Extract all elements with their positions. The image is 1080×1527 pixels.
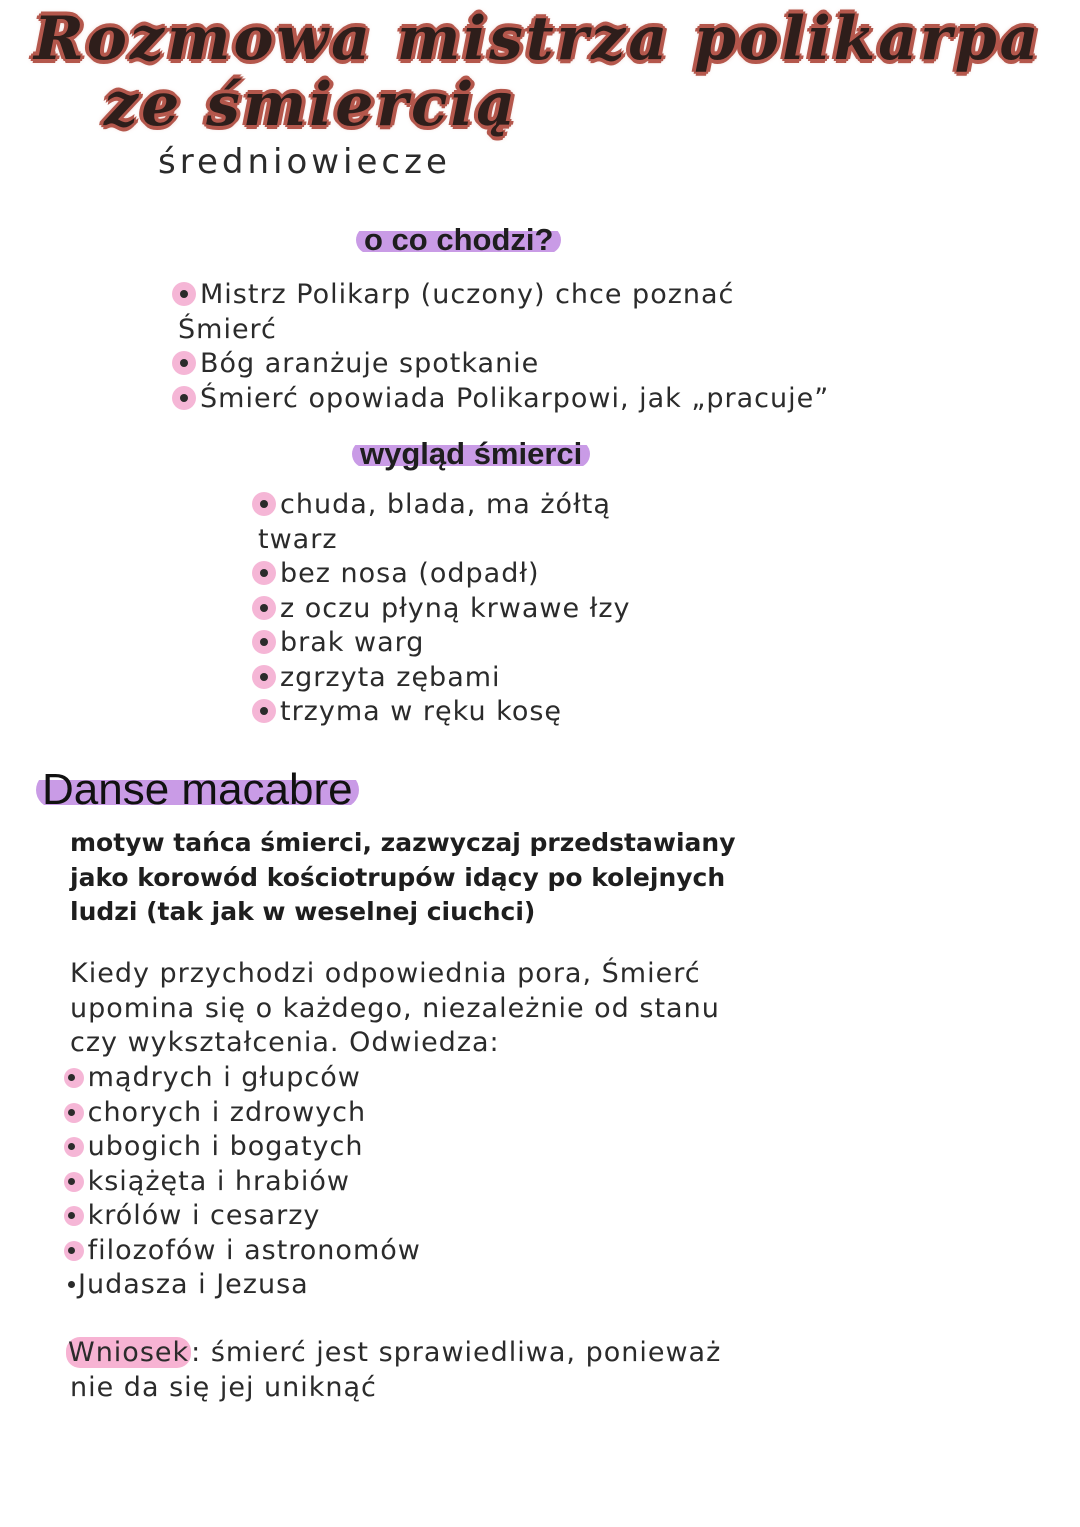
list-item-text: Śmierć bbox=[178, 313, 277, 345]
conclusion-line bbox=[66, 1336, 721, 1371]
bullet-icon bbox=[172, 282, 196, 306]
list-item bbox=[172, 278, 829, 313]
bullet-icon bbox=[252, 699, 276, 723]
bullet-icon bbox=[172, 351, 196, 375]
list-item bbox=[64, 1096, 421, 1131]
list-item-text: chuda, blada, ma żółtą bbox=[280, 489, 611, 520]
list-item bbox=[252, 488, 630, 523]
definition-block bbox=[70, 826, 736, 930]
list-item bbox=[64, 1234, 421, 1269]
list-item bbox=[172, 382, 829, 417]
bullet-icon bbox=[64, 1103, 84, 1123]
list-item-text: chorych i zdrowych bbox=[87, 1096, 367, 1128]
list-item-text: zgrzyta zębami bbox=[280, 661, 501, 693]
bullet-icon bbox=[64, 1172, 84, 1192]
conclusion-text: : śmierć jest sprawiedliwa, ponieważ bbox=[191, 1337, 722, 1368]
definition-line: jako korowód kościotrupów idący po kolejnych bbox=[70, 862, 726, 892]
bullet-icon bbox=[252, 561, 276, 585]
list-item-text: trzyma w ręku kosę bbox=[280, 696, 563, 727]
list-item bbox=[172, 347, 829, 382]
list-item-text: z oczu płyną krwawe łzy bbox=[280, 592, 631, 624]
list-item-text: królów i cesarzy bbox=[87, 1200, 321, 1231]
section-heading-o-co-chodzi: o co chodzi? bbox=[356, 226, 561, 254]
bullet-icon bbox=[68, 1281, 75, 1288]
paragraph-block bbox=[70, 957, 720, 1061]
list-item bbox=[64, 1268, 421, 1303]
bullet-icon bbox=[64, 1241, 84, 1261]
conclusion-text: nie da się jej uniknąć bbox=[70, 1371, 377, 1403]
list-item-text: bez nosa (odpadł) bbox=[280, 558, 540, 589]
list-item-text: Bóg aranżuje spotkanie bbox=[200, 348, 540, 379]
list-item bbox=[64, 1130, 421, 1165]
list-item-text: brak warg bbox=[280, 627, 425, 658]
paragraph-line: upomina się o każdego, niezależnie od stanu bbox=[70, 992, 720, 1024]
visits-list bbox=[64, 1061, 421, 1303]
era-subtitle: średniowiecze bbox=[158, 142, 451, 182]
list-item bbox=[252, 661, 630, 696]
definition-line: ludzi (tak jak w weselnej ciuchci) bbox=[70, 897, 536, 926]
bullet-icon bbox=[64, 1068, 84, 1088]
list-item-text: ubogich i bogatych bbox=[87, 1131, 364, 1162]
bullet-icon bbox=[252, 665, 276, 689]
list-item bbox=[252, 626, 630, 661]
list-item-continuation bbox=[252, 523, 630, 558]
list-item-continuation bbox=[172, 313, 829, 348]
bullet-icon bbox=[64, 1137, 84, 1157]
definition-line: motyw tańca śmierci, zazwyczaj przedstawiany bbox=[70, 828, 736, 857]
bullet-icon bbox=[252, 596, 276, 620]
bullet-icon bbox=[64, 1206, 84, 1226]
list-item-text: twarz bbox=[258, 523, 338, 555]
list-item bbox=[252, 592, 630, 627]
bullet-icon bbox=[172, 386, 196, 410]
conclusion-block bbox=[66, 1336, 721, 1405]
paragraph-line: czy wykształcenia. Odwiedza: bbox=[70, 1027, 500, 1058]
section-heading-danse-macabre: Danse macabre bbox=[36, 772, 359, 808]
list-item bbox=[252, 695, 630, 730]
list-item bbox=[64, 1061, 421, 1096]
paragraph-line: Kiedy przychodzi odpowiednia pora, Śmierć bbox=[70, 958, 701, 989]
list-item bbox=[252, 557, 630, 592]
section-1-list bbox=[172, 278, 829, 416]
list-item-text: Śmierć opowiada Polikarpowi, jak „pracuje” bbox=[200, 382, 830, 414]
list-item-text: Mistrz Polikarp (uczony) chce poznać bbox=[200, 279, 735, 310]
list-item bbox=[64, 1199, 421, 1234]
section-heading-wyglad-smierci: wygląd śmierci bbox=[352, 440, 590, 468]
page-title-line-2: ze śmiercią bbox=[104, 70, 519, 140]
list-item bbox=[64, 1165, 421, 1200]
bullet-icon bbox=[252, 630, 276, 654]
list-item-text: Judasza i Jezusa bbox=[78, 1269, 309, 1300]
conclusion-line bbox=[66, 1371, 721, 1406]
section-2-list bbox=[252, 488, 630, 730]
list-item-text: mądrych i głupców bbox=[87, 1062, 361, 1093]
list-item-text: książęta i hrabiów bbox=[87, 1165, 350, 1197]
page-title-line-1: Rozmowa mistrza polikarpa bbox=[34, 4, 1042, 74]
conclusion-label: Wniosek bbox=[68, 1337, 190, 1368]
list-item-text: filozofów i astronomów bbox=[87, 1234, 421, 1266]
bullet-icon bbox=[252, 492, 276, 516]
